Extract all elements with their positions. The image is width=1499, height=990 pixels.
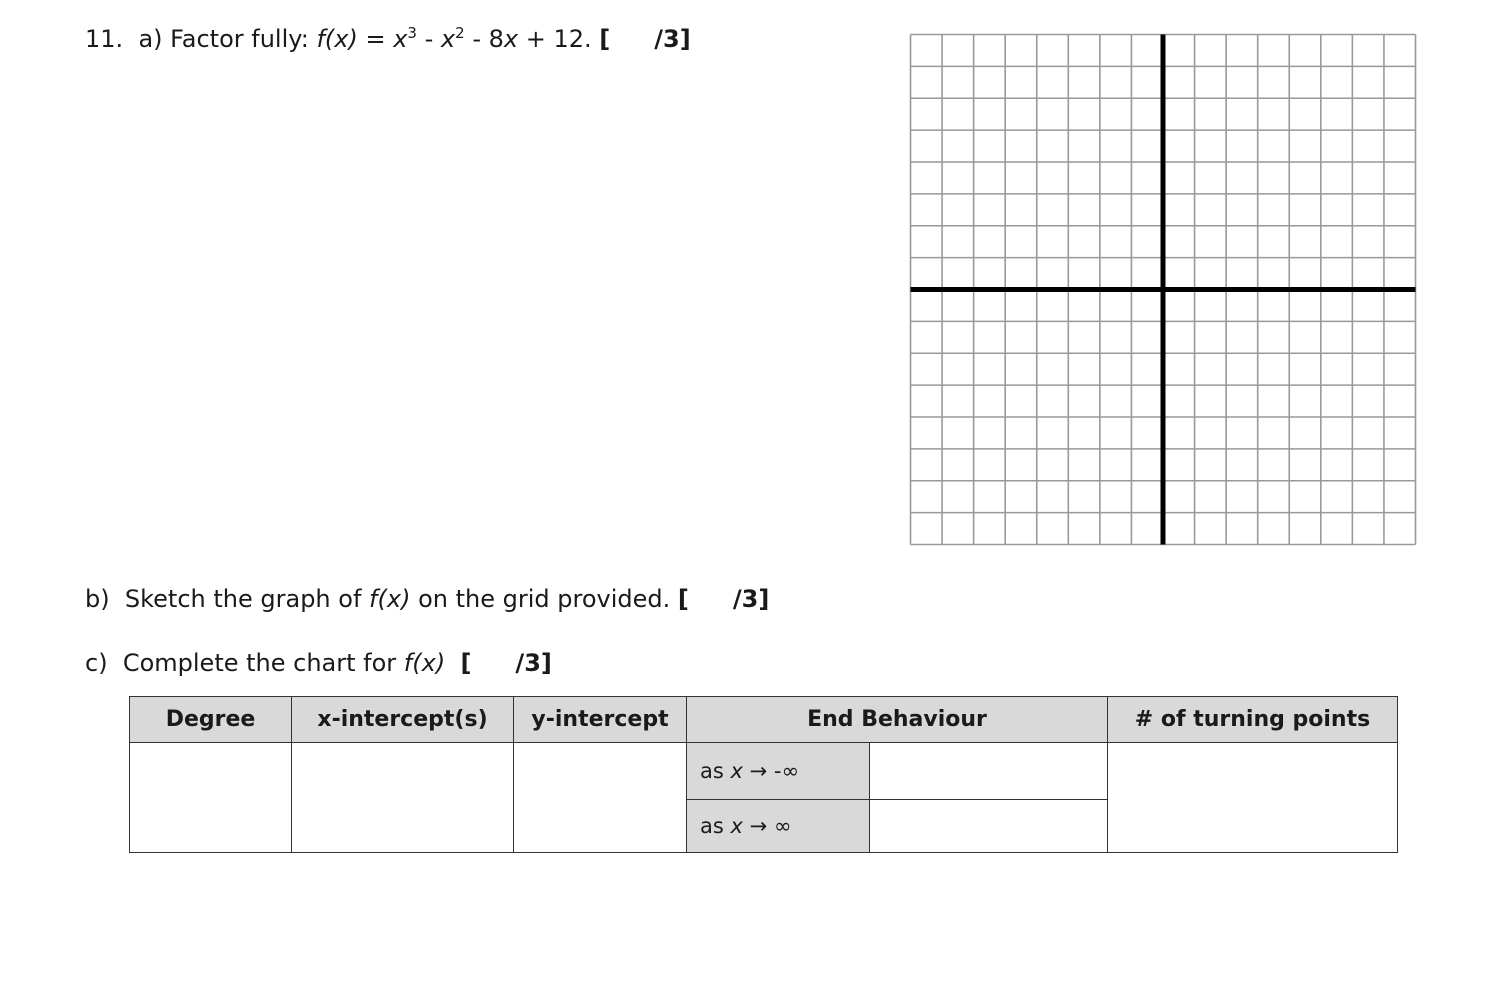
question-b-text-end: on the grid provided.	[418, 585, 671, 613]
part-label-a: a)	[138, 25, 163, 53]
turning-points-answer-cell[interactable]	[1108, 743, 1398, 853]
end-behaviour-answer-pos-inf[interactable]	[870, 800, 1108, 853]
marks-bracket-a: [	[599, 25, 611, 53]
exponent-2: 2	[455, 24, 465, 42]
marks-bracket-c: [	[460, 649, 472, 677]
end-behaviour-label-neg-inf	[687, 743, 870, 800]
part-label-c: c)	[85, 649, 108, 677]
term-x-cubed: x	[393, 25, 408, 53]
as-label: as	[700, 759, 724, 783]
marks-bracket-b: [	[677, 585, 689, 613]
header-end-behaviour: End Behaviour	[687, 697, 1108, 743]
answer-chart-table	[129, 696, 1398, 853]
graph-grid[interactable]	[909, 33, 1417, 546]
marks-total-b: /3]	[732, 585, 770, 613]
exponent-3: 3	[407, 24, 417, 42]
question-c-text: Complete the chart for	[122, 649, 397, 677]
term-8x-var: x	[503, 25, 519, 53]
function-name-c: f(x)	[403, 649, 446, 677]
term-x-squared: x	[440, 25, 456, 53]
y-intercept-answer-cell[interactable]	[514, 743, 687, 853]
equals-sign: =	[365, 25, 386, 53]
x-variable: x	[730, 814, 743, 838]
as-label: as	[700, 814, 724, 838]
table-row	[130, 743, 1398, 800]
pos-infinity: ∞	[773, 814, 792, 838]
right-arrow-icon: →	[749, 814, 768, 838]
function-name: f(x)	[316, 25, 358, 53]
table-header-row	[130, 697, 1398, 743]
minus-sign: -	[424, 25, 434, 53]
right-arrow-icon: →	[749, 759, 768, 783]
degree-answer-cell[interactable]	[130, 743, 292, 853]
question-number: 11.	[85, 25, 124, 53]
marks-total-a: /3]	[654, 25, 691, 53]
header-turning-points: # of turning points	[1108, 697, 1398, 743]
question-c-line	[85, 648, 552, 678]
marks-total-c: /3]	[515, 649, 552, 677]
constant-term: + 12.	[525, 25, 592, 53]
term-8-coef: - 8	[472, 25, 504, 53]
part-label-b: b)	[85, 585, 110, 613]
function-name-b: f(x)	[369, 585, 411, 613]
neg-infinity: -∞	[773, 759, 799, 783]
header-y-intercept: y-intercept	[514, 697, 687, 743]
end-behaviour-answer-neg-inf[interactable]	[870, 743, 1108, 800]
question-b-line	[85, 584, 769, 614]
question-b-text: Sketch the graph of	[124, 585, 362, 613]
question-a-prompt: Factor fully:	[170, 25, 309, 53]
x-variable: x	[730, 759, 743, 783]
x-intercepts-answer-cell[interactable]	[292, 743, 514, 853]
question-a-line	[85, 18, 691, 54]
end-behaviour-label-pos-inf	[687, 800, 870, 853]
header-x-intercepts: x-intercept(s)	[292, 697, 514, 743]
header-degree: Degree	[130, 697, 292, 743]
